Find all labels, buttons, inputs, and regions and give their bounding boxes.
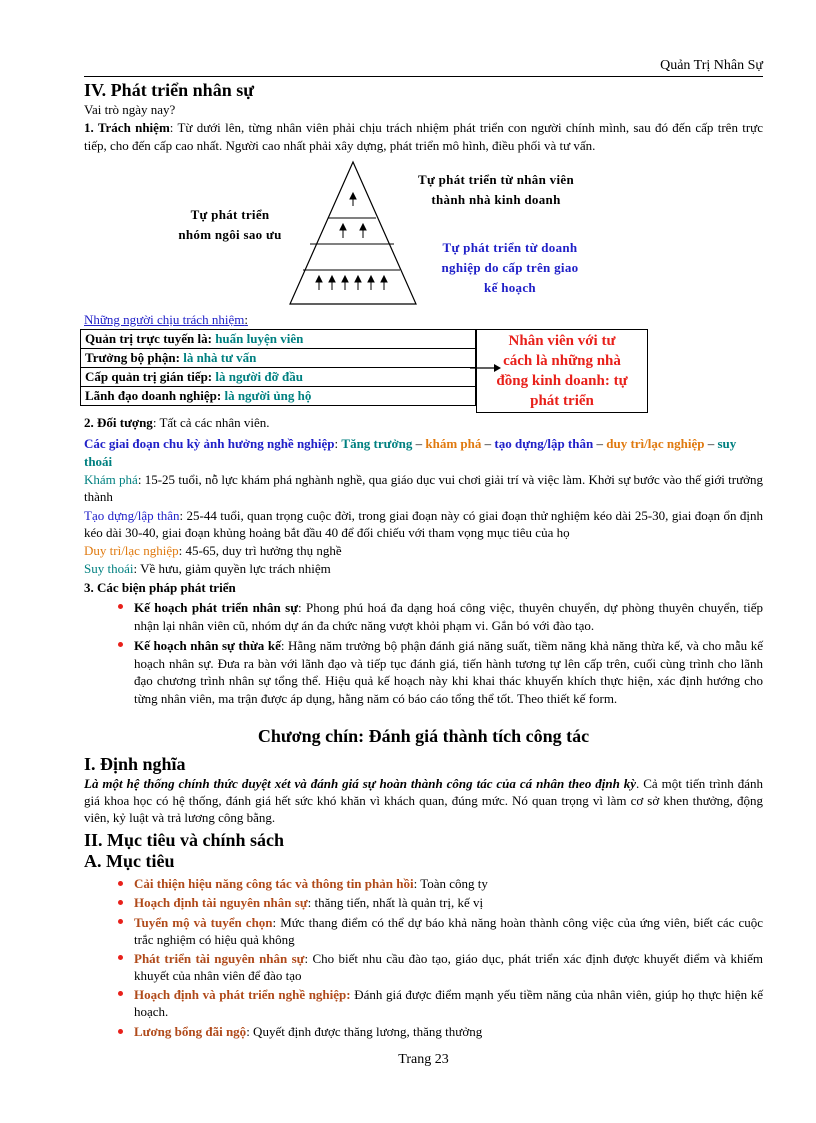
pyramid-bottom-right-label: Tự phát triển từ doanh nghiệp do cấp trên giao kế hoạch [441,240,579,295]
career-explore: Khám phá: 15-25 tuổi, nỗ lực khám phá nghành nghề, qua giáo dục vui chơi giải trí và việc làm. Khởi sự bước vào thế giới trưởng thành [84,472,763,504]
definition-heading: I. Định nghĩa [84,754,186,774]
objectives-subheading: A. Mục tiêu [84,851,175,871]
objective-item: Hoạch định tài nguyên nhân sự: thăng tiến, nhất là quản trị, kế vị [134,895,484,910]
responsible-title: Những người chịu trách nhiệm: [84,312,248,327]
targets-line: 2. Đối tượng: Tất cả các nhân viên. [84,415,270,430]
section-heading-development: IV. Phát triển nhân sự [84,80,255,100]
page-header: Quản Trị Nhân Sự [660,58,763,73]
bullet-icon [116,639,126,649]
bullet-icon [116,897,126,907]
career-establish: Tạo dựng/lập thân: 25-44 tuổi, quan trọng cuộc đời, trong giai đoạn này có giai đoạn thử nghiệm kéo dài 25-30, giai đoạn ổn định kéo dài 30-40, giai đoạn khủng hoảng bắt đầu 40 để đối chiếu với tham vọng mục tiêu của họ [84,508,763,540]
responsible-table [80,329,476,406]
responsibility-text: : Từ dưới lên, từng nhân viên phải chịu trách nhiệm phát triển con người chính mình, sau đó đến cấp trên trực tiếp, cho đến cấp cao nhất. Người cao nhất phải xây dựng, phát triển mô hình, điều phối và tư vấn. [84,120,764,153]
pyramid-arrows [316,193,387,290]
bullet-icon [116,1026,126,1036]
objectives-heading: II. Mục tiêu và chính sách [84,830,285,850]
bullet-icon [116,601,126,611]
table-row: Quản trị trực tuyến là: huấn luyện viên [81,330,476,349]
career-maintain: Duy trì/lạc nghiệp: 45-65, duy trì hưởng thụ nghề [84,543,342,558]
bullet-icon [116,878,126,888]
responsibility-paragraph [84,119,763,155]
chapter-title: Chương chín: Đánh giá thành tích công tác [257,726,590,746]
measure-item-2: Kế hoạch nhân sự thừa kế: Hằng năm trưởng bộ phận đánh giá năng suất, tiềm năng khả năng thừa kế, và cho mẫu kế hoạch nhân sự. Đưa ra bàn với lãnh đạo và tiếp tục đánh giá, tiến hành tương tự lên cấp trên, cuối cùng trình cho lãnh đạo chương trình nhân sự tổng thể. Hiệu quả kế hoạch này khi khai thác khuyến khích thực hiện, xác định hướng cho từng nhân viên, ma trận được áp dụng, hằng năm có báo cáo tổng thể tốt. Theo thiết kế form. [134,638,763,706]
measure-item-1: Kế hoạch phát triển nhân sự: Phong phú hoá đa dạng hoá công việc, thuyên chuyển, dự phòng thuyên chuyển, tiếp nhận lại nhân viên cũ, nhóm dự án đa chức năng vượt khỏi phạm vi. Gắn bó với đào tạo. [134,600,763,633]
pyramid-top-right-label: Tự phát triển từ nhân viên thành nhà kinh doanh [418,172,574,207]
measures-heading: 3. Các biện pháp phát triển [84,580,236,595]
header-rule [84,76,763,77]
objective-item: Phát triển tài nguyên nhân sự: Cho biết nhu cầu đào tạo, giáo dục, phát triển xác định được khuyết điểm và khiếm khuyết của nhân viên để đào tạo [134,951,763,983]
bullet-icon [116,952,126,962]
objective-item: Tuyển mộ và tuyển chọn: Mức thang điểm có thể dự báo khả năng hoàn thành công việc của ứng viên, biết các cuộc trắc nghiệm có hiệu quả không [134,915,763,947]
bullet-icon [116,916,126,926]
responsible-result-text: Nhân viên với tư cách là những nhà đồng kinh doanh: tự phát triển [496,333,628,409]
career-decline: Suy thoái: Về hưu, giảm quyền lực trách nhiệm [84,561,331,576]
objective-item: Hoạch định và phát triển nghề nghiệp: Đánh giá được điểm mạnh yếu tiềm năng của nhân viên, giúp họ thực hiện kế hoạch. [134,987,763,1019]
responsibility-label: 1. Trách nhiệm [84,120,170,135]
table-row: Lãnh đạo doanh nghiệp: là người ủng hộ [81,387,476,406]
objective-item: Lương bổng đãi ngộ: Quyết định được thăng lương, thăng thưởng [134,1024,483,1039]
table-row: Trưởng bộ phận: là nhà tư vấn [81,349,476,368]
objective-item: Cải thiện hiệu năng công tác và thông tin phản hồi: Toàn công ty [134,876,488,891]
table-row: Cấp quản trị gián tiếp: là người đỡ đầu [81,368,476,387]
career-stages: Các giai đoạn chu kỳ ảnh hưởng nghề nghiệp: Tăng trưởng – khám phá – tạo dựng/lập thân – duy trì/lạc nghiệp – suy thoái [84,436,737,469]
page-number: Trang 23 [398,1052,449,1067]
definition-paragraph: Là một hệ thống chính thức duyệt xét và đánh giá sự hoàn thành công tác của cá nhân theo định kỳ. Cả một tiến trình đánh giá khoa học có hệ thống, đánh giá hết sức khó khăn vì khách quan, đúng mức. Nó quan trọng vì làm cơ sở khen thưởng, động viên, kỷ luật và trả lương công bằng. [84,776,763,825]
role-intro: Vai trò ngày nay? [84,102,176,117]
table-arrow-icon [470,362,502,374]
bullet-icon [116,988,126,998]
pyramid-left-label: Tự phát triển nhóm ngôi sao ưu [178,207,282,242]
